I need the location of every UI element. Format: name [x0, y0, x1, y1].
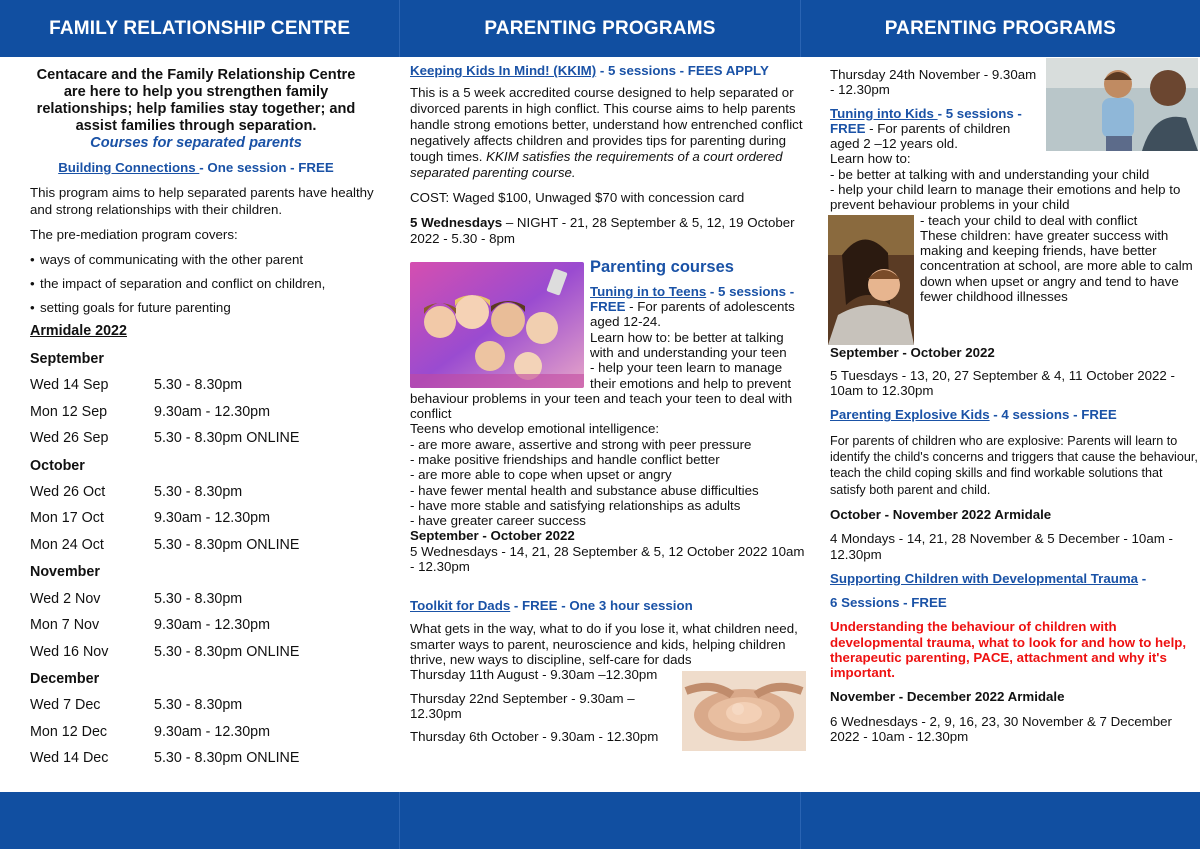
- session-day: Wed 26 Oct: [30, 483, 106, 500]
- dads-heading: [410, 598, 808, 614]
- panel-3: [828, 57, 1200, 792]
- sc-when: 6 Wednesdays - 2, 9, 16, 23, 30 November & 7 December 2022 - 10am - 12.30pm: [830, 713, 1172, 744]
- bullet-item: • setting goals for future parenting: [30, 300, 392, 316]
- tk-learn: Learn how to:: [830, 151, 911, 167]
- tk-learn-item: - teach your child to deal with conflict: [920, 212, 1138, 228]
- tk-when-bold: September - October 2022: [830, 344, 995, 360]
- session-time: 5.30 - 8.30pm ONLINE: [154, 430, 300, 447]
- teens-section: [410, 257, 808, 422]
- panel-3-title: PARENTING PROGRAMS: [884, 17, 1116, 39]
- session-day: Wed 16 Nov: [30, 643, 109, 660]
- supporting-children-link[interactable]: Supporting Children with Developmental Trauma: [830, 570, 1139, 586]
- bullet-item: • ways of communicating with the other parent: [30, 252, 392, 268]
- session-day: Wed 2 Nov: [30, 590, 101, 607]
- session-row: [30, 617, 392, 634]
- footer-band: [0, 792, 1200, 849]
- parenting-courses-heading: Parenting courses: [590, 257, 734, 276]
- mother-hug-photo: [828, 215, 914, 345]
- tk-learn-item: - be better at talking with and understanding your child: [830, 166, 1150, 182]
- kkim-desc: [410, 85, 808, 181]
- session-row: [30, 510, 392, 527]
- month-heading: October: [30, 457, 85, 474]
- kkim-when-bold: 5 Wednesdays: [410, 214, 503, 230]
- session-day: Wed 14 Sep: [30, 377, 109, 394]
- session-day: Mon 12 Sep: [30, 403, 108, 420]
- teens-list-item: - make positive friendships and handle conflict better: [410, 452, 720, 468]
- courses-subtitle: Courses for separated parents: [90, 135, 302, 152]
- building-connections-desc: This program aims to help separated parents have healthy and strong relationships with their children.: [30, 185, 374, 217]
- tk-top-date: Thursday 24th November - 9.30am - 12.30pm: [830, 67, 1037, 98]
- session-time: 5.30 - 8.30pm ONLINE: [154, 750, 300, 767]
- session-row: [30, 484, 392, 501]
- session-day: Mon 7 Nov: [30, 617, 100, 634]
- session-day: Mon 12 Dec: [30, 723, 108, 740]
- armidale-heading: Armidale 2022: [30, 323, 127, 340]
- pek-when: 4 Mondays - 14, 21, 28 November & 5 December - 10am - 12.30pm: [830, 531, 1173, 562]
- panel-2: [408, 57, 808, 792]
- panel-2-title: PARENTING PROGRAMS: [484, 17, 716, 39]
- hands-baby-photo: [682, 671, 806, 751]
- tk-learn-item: - help your child learn to manage their emotions and help to prevent behaviour problems in your child: [830, 181, 1181, 213]
- kkim-cost: COST: Waged $100, Unwaged $70 with concession card: [410, 189, 745, 205]
- teens-help: - help your teen learn to manage their emotions and help to prevent behaviour problems in your teen and teach your teen to deal with conflict: [410, 360, 793, 422]
- month-heading: December: [30, 671, 100, 688]
- kkim-when-text: – NIGHT - 21, 28 September & 5, 12, 19 October 2022 - 5.30 - 8pm: [410, 214, 795, 246]
- kkim-link[interactable]: Keeping Kids In Mind! (KKIM): [410, 63, 597, 78]
- session-row: [30, 697, 392, 714]
- session-row: [30, 591, 392, 608]
- program-covers: The pre-mediation program covers:: [30, 227, 238, 243]
- panel-1-footer: [0, 792, 400, 849]
- session-row: [30, 430, 392, 447]
- tk-suffix: - 5 sessions - FREE: [830, 105, 1022, 136]
- father-child-photo: [1046, 58, 1198, 151]
- dads-suffix: - FREE - One 3 hour session: [510, 598, 693, 614]
- session-row: [30, 644, 392, 661]
- session-day: Mon 24 Oct: [30, 536, 104, 553]
- session-row: [30, 724, 392, 741]
- sc-red-desc: Understanding the behaviour of children with developmental trauma, what to look for and how to help, therapeutic parenting, PACE, attachment and why it's important.: [830, 619, 1187, 681]
- kkim-when: [410, 215, 808, 247]
- panel-1-title: FAMILY RELATIONSHIP CENTRE: [49, 17, 351, 39]
- session-row: [30, 377, 392, 394]
- teens-intelligence: Teens who develop emotional intelligence:: [410, 421, 660, 437]
- pek-heading: [830, 407, 1200, 423]
- session-time: 5.30 - 8.30pm: [154, 697, 243, 714]
- teens-when: 5 Wednesdays - 14, 21, 28 September & 5, 12 October 2022 10am - 12.30pm: [410, 543, 805, 574]
- session-row: [30, 537, 392, 554]
- kkim-suffix: - 5 sessions - FEES APPLY: [596, 63, 769, 78]
- sc-heading: [830, 571, 1200, 587]
- teens-selfie-photo: [410, 262, 584, 388]
- session-time: 9.30am - 12.30pm: [154, 403, 271, 420]
- building-connections-suffix: - One session - FREE: [199, 160, 334, 176]
- session-time: 5.30 - 8.30pm: [154, 483, 243, 500]
- sc-when-bold: November - December 2022 Armidale: [830, 689, 1065, 705]
- teens-when-bold: September - October 2022: [410, 528, 575, 544]
- session-day: Wed 26 Sep: [30, 430, 109, 447]
- session-day: Mon 17 Oct: [30, 510, 104, 527]
- panel-2-header: [400, 0, 800, 57]
- teens-learn: Learn how to: be better at talking with and understanding your teen: [590, 329, 787, 361]
- panel-2-footer: [400, 792, 800, 849]
- pek-desc: For parents of children who are explosive: Parents will learn to identify the child's concerns and triggers that cause the behaviour, teach the child coping skills and find workable solutions that satisfy both parent and child.: [830, 433, 1198, 497]
- dads-desc: What gets in the way, what to do if you lose it, what children need, smarter ways to parent, neuroscience and kids, helping children thrive, new ways to discipline, self-care for dads: [410, 621, 798, 668]
- tk-when: 5 Tuesdays - 13, 20, 27 September & 4, 11 October 2022 - 10am to 12.30pm: [830, 367, 1175, 399]
- teens-list-item: - have fewer mental health and substance abuse difficulties: [410, 482, 759, 498]
- dads-date: Thursday 11th August - 9.30am –12.30pm: [410, 667, 658, 683]
- teens-list-item: - have greater career success: [410, 513, 586, 529]
- tuning-into-kids-link[interactable]: Tuning into Kids: [830, 105, 938, 121]
- pek-when-bold: October - November 2022 Armidale: [830, 507, 1052, 523]
- teens-list-item: - are more able to cope when upset or angry: [410, 467, 672, 483]
- tk-children: These children: have greater success with making and keeping friends, have better concentration at school, are more able to calm down when upset or angry and tend to have fewer childhood illnesses: [920, 227, 1193, 304]
- teens-suffix: - 5 sessions - FREE: [590, 283, 795, 315]
- tk-desc: - For parents of children aged 2 –12 years old.: [830, 120, 1011, 152]
- panel-1: [0, 57, 392, 792]
- session-time: 5.30 - 8.30pm: [154, 377, 243, 394]
- pek-suffix: - 4 sessions - FREE: [989, 407, 1117, 423]
- sc-suffix: -: [1138, 570, 1147, 586]
- kkim-heading: [410, 63, 808, 79]
- session-time: 9.30am - 12.30pm: [154, 723, 271, 740]
- teens-desc: - For parents of adolescents aged 12-24.: [590, 299, 795, 330]
- toolkit-for-dads-link[interactable]: Toolkit for Dads: [410, 598, 511, 614]
- month-heading: September: [30, 350, 104, 367]
- intro-text: Centacare and the Family Relationship Centre are here to help you strengthen family relationships; help families stay together; and assist families through separation.: [36, 67, 356, 135]
- parenting-explosive-kids-link[interactable]: Parenting Explosive Kids: [830, 407, 990, 423]
- session-time: 5.30 - 8.30pm ONLINE: [154, 643, 300, 660]
- panel-3-header: [801, 0, 1200, 57]
- session-time: 5.30 - 8.30pm ONLINE: [154, 536, 300, 553]
- dads-date: Thursday 6th October - 9.30am - 12.30pm: [410, 729, 659, 745]
- session-time: 9.30am - 12.30pm: [154, 617, 271, 634]
- header-band: [0, 0, 1200, 57]
- building-connections-link[interactable]: Building Connections: [58, 160, 200, 176]
- session-time: 5.30 - 8.30pm: [154, 590, 243, 607]
- panel-1-header: [0, 0, 400, 57]
- kkim-desc-text: This is a 5 week accredited course designed to help separated or divorced parents in high conflict. This course aims to help parents handle strong emotions better, understand how entrenched conflict negatively affects children and provides tips for parenting during tough times.: [410, 85, 803, 165]
- teens-list-item: - have more stable and satisfying relationships as adults: [410, 497, 741, 513]
- session-row: [30, 404, 392, 421]
- building-connections-heading: [30, 160, 392, 176]
- session-row: [30, 750, 392, 767]
- panel-3-footer: [801, 792, 1200, 849]
- teens-list-item: - are more aware, assertive and strong with peer pressure: [410, 436, 752, 452]
- session-day: Wed 7 Dec: [30, 697, 101, 714]
- session-time: 9.30am - 12.30pm: [154, 510, 271, 527]
- bullet-item: • the impact of separation and conflict on children,: [30, 276, 392, 292]
- dads-date: Thursday 22nd September - 9.30am – 12.30pm: [410, 690, 635, 721]
- kkim-court-note: KKIM satisfies the requirements of a court ordered separated parenting course.: [410, 149, 783, 180]
- sc-sessions: 6 Sessions - FREE: [830, 595, 947, 611]
- tuning-in-to-teens-link[interactable]: Tuning in to Teens: [590, 283, 707, 299]
- month-heading: November: [30, 564, 100, 581]
- session-day: Wed 14 Dec: [30, 750, 109, 767]
